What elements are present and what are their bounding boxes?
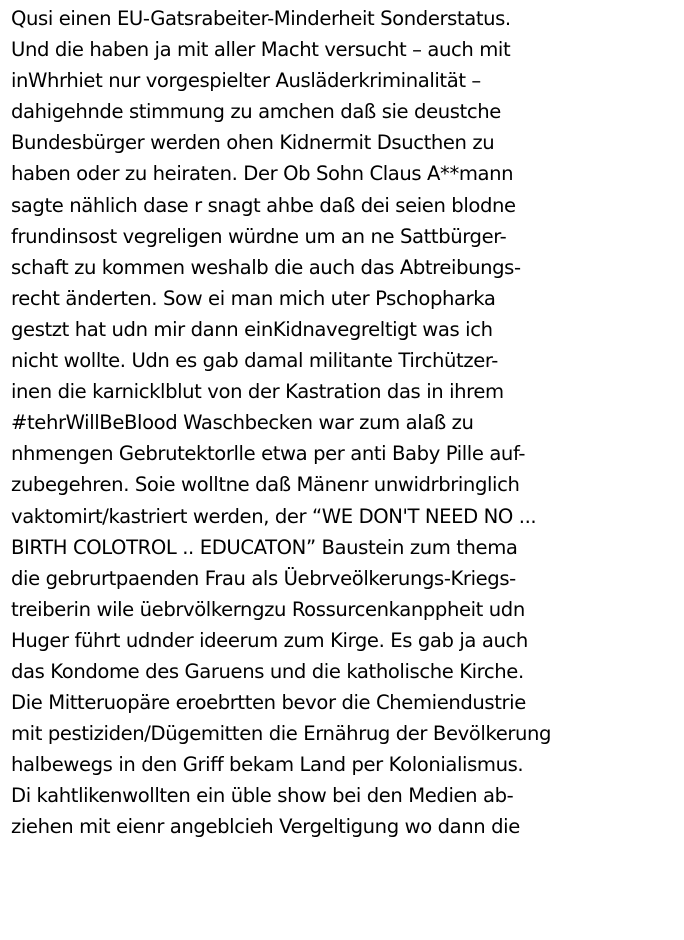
text-line: BIRTH COLOTROL .. EDUCATON” Baustein zum thema [11,535,518,559]
text-line: dahigehnde stimmung zu amchen daß sie deustche [11,100,501,124]
text-line: das Kondome des Garuens und die katholische Kirche. [11,659,524,683]
text-line: die gebrurtpaenden Frau als Üebrveölkerungs-Kriegs- [11,566,516,590]
text-line: gestzt hat udn mir dann einKidnavegreltigt was ich [11,317,493,341]
text-line: frundinsost vegreligen würdne um an ne Sattbürger- [11,224,507,248]
text-line: Di kahtlikenwollten ein üble show bei den Medien ab- [11,784,514,808]
text-line: nhmengen Gebrutektorlle etwa per anti Baby Pille auf- [11,442,526,466]
text-line: schaft zu kommen weshalb die auch das Abtreibungs- [11,255,521,279]
text-line: halbewegs in den Griff bekam Land per Kolonialismus. [11,753,524,777]
text-line: ziehen mit eienr angeblcieh Vergeltigung wo dann die [11,815,520,839]
text-line: nicht wollte. Udn es gab damal militante Tirchützer- [11,349,498,373]
text-line: #tehrWillBeBlood Waschbecken war zum alaß zu [11,411,474,435]
text-line: Die Mitteruopäre eroebrtten bevor die Chemiendustrie [11,691,526,715]
text-line: inWhrhiet nur vorgespielter Ausläderkriminalität – [11,69,481,93]
text-line: inen die karnicklblut von der Kastration das in ihrem [11,380,504,404]
text-line: Bundesbürger werden ohen Kidnermit Dsucthen zu [11,131,495,155]
text-line: Und die haben ja mit aller Macht versucht – auch mit [11,38,511,62]
text-line: haben oder zu heiraten. Der Ob Sohn Claus A**mann [11,162,514,186]
text-line: zubegehren. Soie wolltne daß Mänenr unwidrbringlich [11,473,520,497]
text-line: Qusi einen EU-Gatsrabeiter-Minderheit Sonderstatus. [11,7,511,30]
text-line: mit pestiziden/Dügemitten die Ernährug der Bevölkerung [11,722,552,746]
text-line: recht änderten. Sow ei man mich uter Pschopharka [11,286,496,310]
text-line: sagte nählich dase r snagt ahbe daß dei seien blodne [11,193,516,217]
text-line: Huger führt udnder ideerum zum Kirge. Es gab ja auch [11,628,528,652]
text-line: treiberin wile üebrvölkerngzu Rossurcenkanppheit udn [11,597,525,621]
text-line: vaktomirt/kastriert werden, der “WE DON'T NEED NO ... [11,504,537,528]
text-body [11,3,683,843]
